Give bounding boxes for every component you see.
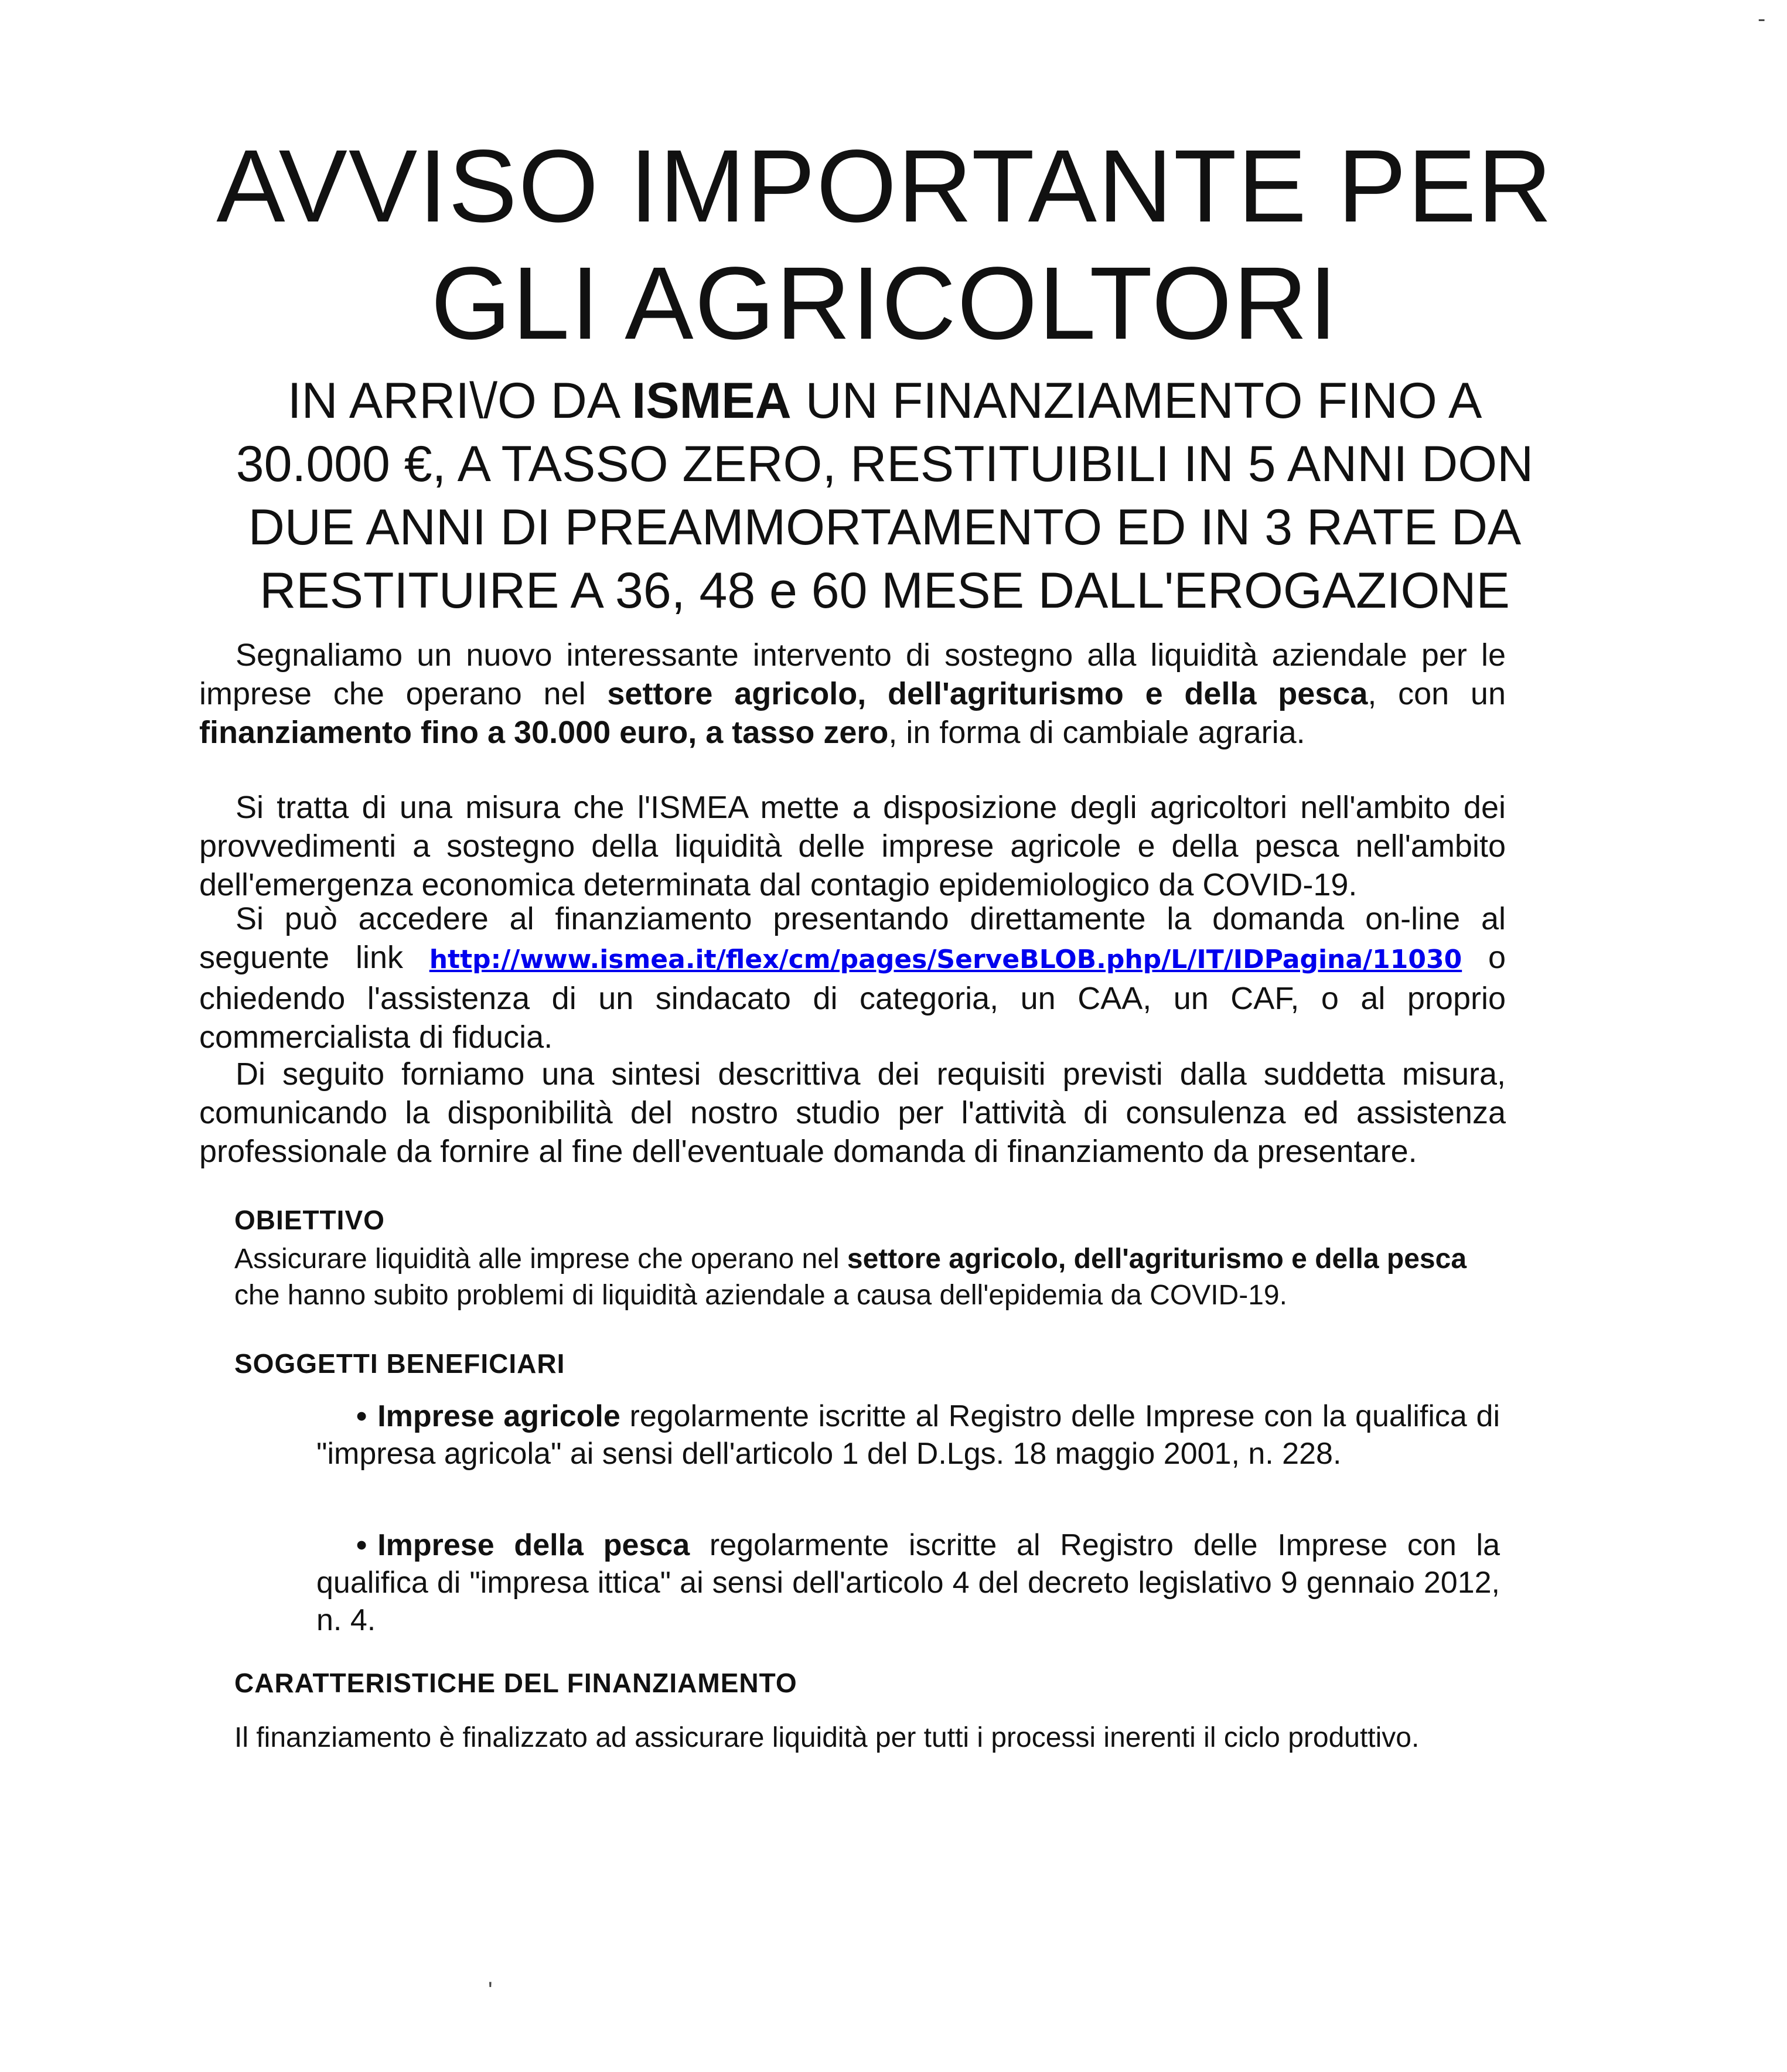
- subtitle-l1-bold: ISMEA: [632, 373, 792, 429]
- bullet-1-bold: Imprese agricole: [377, 1399, 620, 1433]
- subtitle-l1-pre: IN ARRI\/O DA: [287, 373, 632, 429]
- list-item: [316, 1398, 1500, 1473]
- para1-bold-funding: finanziamento fino a 30.000 euro, a tasso zero: [199, 715, 889, 750]
- para2-text: Si tratta di una misura che l'ISMEA mette a disposizione degli agricoltori nell'ambito dei provvedimenti a sostegno della liquidità delle imprese agricole e della pesca nell'ambito dell'emergenza economica determinata dal contagio epidemiologico da COVID-19.: [199, 790, 1506, 902]
- subtitle-l1-post: UN FINANZIAMENTO FINO A: [791, 373, 1482, 429]
- bullet-icon: •: [356, 1399, 367, 1433]
- bullet-icon: •: [356, 1528, 367, 1562]
- obiettivo-a: Assicurare liquidità alle imprese che operano nel: [234, 1243, 847, 1274]
- para3-b: o chiedendo l'assistenza di un sindacato di categoria, un CAA, un CAF, o al proprio commercialista di fiducia.: [199, 940, 1506, 1055]
- ismea-link[interactable]: http://www.ismea.it/flex/cm/pages/ServeBLOB.php/L/IT/IDPagina/11030: [429, 945, 1462, 974]
- paragraph-summary: [199, 1055, 1506, 1171]
- paragraph-intro: [199, 636, 1506, 752]
- paragraph-measure: [199, 788, 1506, 904]
- subtitle-line-4: RESTITUIRE A 36, 48 e 60 MESE DALL'EROGAZIONE: [260, 563, 1510, 619]
- heading-soggetti: SOGGETTI BENEFICIARI: [234, 1348, 565, 1379]
- subtitle-line-3: DUE ANNI DI PREAMMORTAMENTO ED IN 3 RATE DA: [248, 499, 1522, 556]
- obiettivo-bold: settore agricolo, dell'agriturismo e della pesca: [847, 1243, 1467, 1274]
- caratteristiche-text: Il finanziamento è finalizzato ad assicurare liquidità per tutti i processi inerenti il ciclo produttivo.: [234, 1722, 1420, 1753]
- list-item: [316, 1526, 1500, 1639]
- subtitle: [176, 369, 1594, 622]
- title-line-2: GLI AGRICOLTORI: [431, 246, 1339, 361]
- bullet-1-text: regolarmente iscritte al Registro delle Imprese con la qualifica di "impresa agricola" ai sensi dell'articolo 1 del D.Lgs. 18 maggio 2001, n. 228.: [316, 1399, 1500, 1471]
- heading-obiettivo: OBIETTIVO: [234, 1205, 385, 1235]
- subtitle-line-1: [176, 369, 1594, 432]
- subtitle-line-2: 30.000 €, A TASSO ZERO, RESTITUIBILI IN 5 ANNI DON: [236, 436, 1534, 492]
- para3-a: Si può accedere al finanziamento presentando direttamente la domanda on-line al seguente link: [199, 901, 1506, 975]
- para1-a: Segnaliamo un nuovo interessante intervento di sostegno alla liquidità aziendale per le imprese che operano nel: [199, 638, 1506, 711]
- para1-e: , in forma di cambiale agraria.: [888, 715, 1305, 750]
- scan-speck: ': [488, 1978, 493, 2003]
- scan-speck: -: [1758, 6, 1766, 32]
- page-title: [176, 128, 1594, 362]
- title-line-1: AVVISO IMPORTANTE PER: [216, 128, 1553, 244]
- bullet-2-bold: Imprese della pesca: [377, 1528, 690, 1562]
- para1-bold-sector: settore agricolo, dell'agriturismo e della pesca: [607, 676, 1368, 711]
- paragraph-access: [199, 899, 1506, 1057]
- heading-caratteristiche: CARATTERISTICHE DEL FINANZIAMENTO: [234, 1668, 797, 1698]
- obiettivo-c: che hanno subito problemi di liquidità aziendale a causa dell'epidemia da COVID-19.: [234, 1280, 1287, 1311]
- obiettivo-text: [234, 1241, 1506, 1314]
- bullet-2-text: regolarmente iscritte al Registro delle Imprese con la qualifica di "impresa ittica" ai sensi dell'articolo 4 del decreto legislativo 9 gennaio 2012, n. 4.: [316, 1528, 1500, 1637]
- para1-c: , con un: [1367, 676, 1506, 711]
- para4-text: Di seguito forniamo una sintesi descrittiva dei requisiti previsti dalla suddetta misura, comunicando la disponibilità del nostro studio per l'attività di consulenza ed assistenza professionale da fornire al fine dell'eventuale domanda di finanziamento da presentare.: [199, 1057, 1506, 1169]
